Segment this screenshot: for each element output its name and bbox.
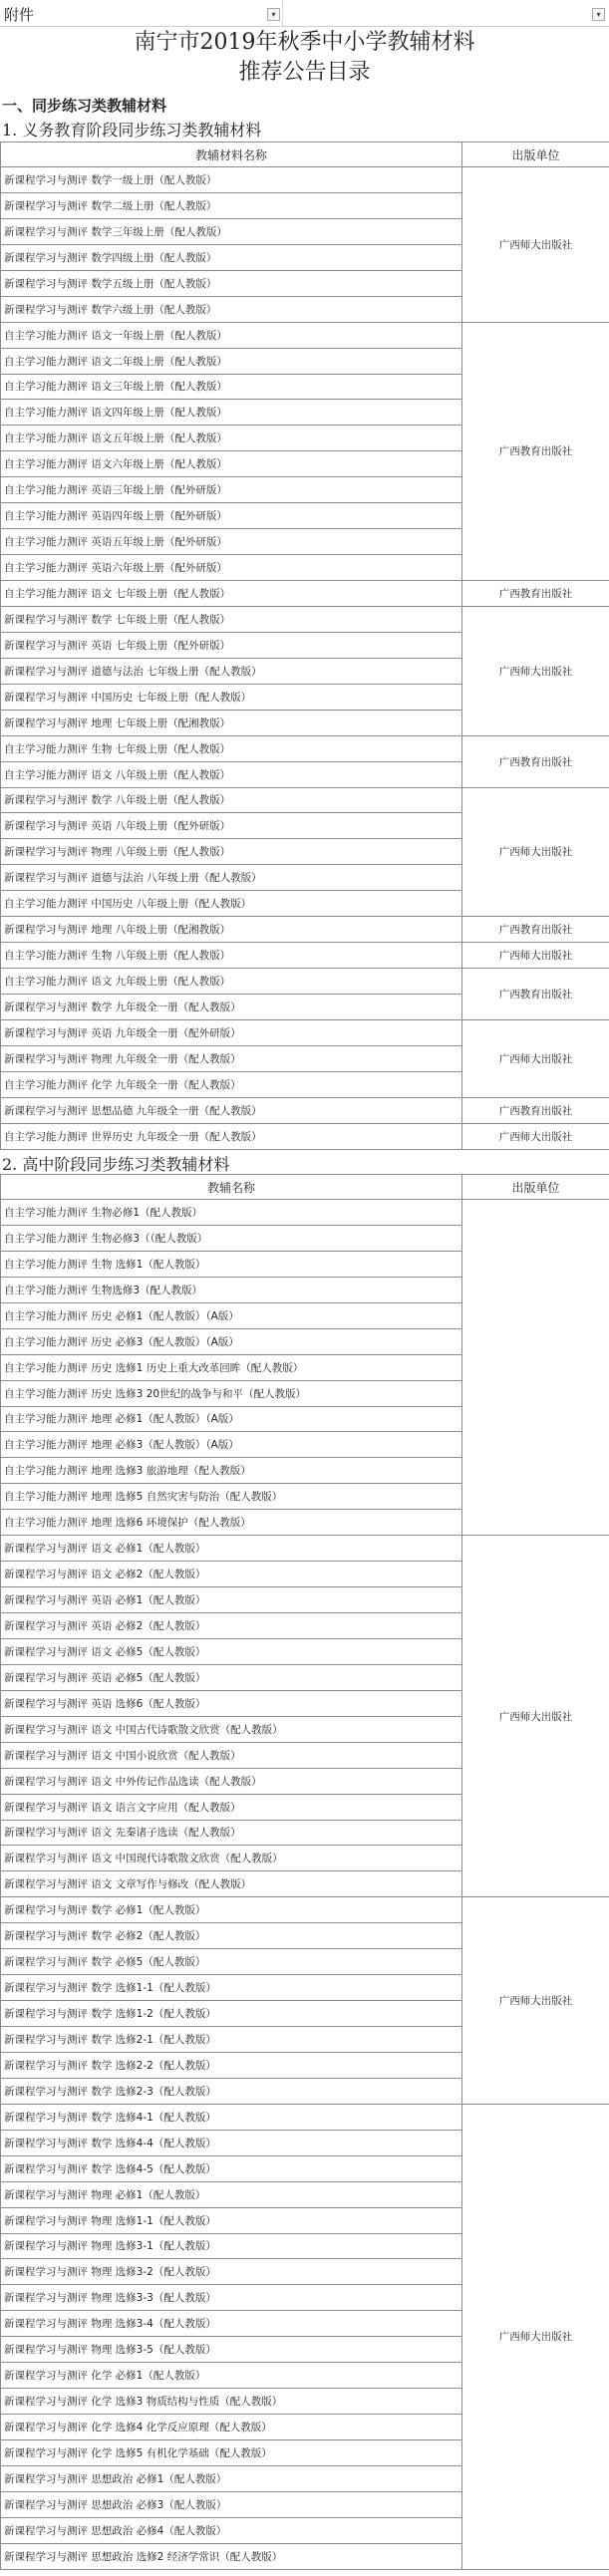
book-title-cell: 自主学习能力测评 语文六年级上册（配人教版）	[1, 451, 462, 477]
book-title-cell: 新课程学习与测评 思想政治 必修1（配人教版）	[1, 2465, 462, 2491]
publisher-cell: 广西师大出版社	[462, 1123, 609, 1149]
book-title-cell: 自主学习能力测评 生物 八年级上册（配人教版）	[1, 943, 462, 969]
book-title-cell: 自主学习能力测评 语文 七年级上册（配人教版）	[1, 581, 462, 607]
book-title-cell: 新课程学习与测评 数学二级上册（配人教版）	[1, 192, 462, 218]
filter-dropdown-icon[interactable]: ▾	[592, 8, 605, 21]
book-title-cell: 新课程学习与测评 思想政治 选修2 经济学常识（配人教版）	[1, 2543, 462, 2569]
book-title-cell: 新课程学习与测评 语文 必修1（配人教版）	[1, 1536, 462, 1562]
table-row	[1, 1019, 609, 1045]
book-title-cell: 自主学习能力测评 地理 选修6 环境保护（配人教版）	[1, 1510, 462, 1536]
book-title-cell: 自主学习能力测评 语文三年级上册（配人教版）	[1, 374, 462, 400]
book-title-cell: 新课程学习与测评 数学一级上册（配人教版）	[1, 167, 462, 193]
book-title-cell: 新课程学习与测评 物理 九年级全一册（配人教版）	[1, 1045, 462, 1071]
book-title-cell: 新课程学习与测评 物理 选修3-1（配人教版）	[1, 2233, 462, 2259]
book-title-cell: 新课程学习与测评 数学 必修5（配人教版）	[1, 1949, 462, 1975]
book-title-cell: 新课程学习与测评 数学 选修4-1（配人教版）	[1, 2104, 462, 2130]
book-title-cell: 新课程学习与测评 数学 九年级全一册（配人教版）	[1, 995, 462, 1020]
publisher-cell	[462, 1200, 609, 1536]
book-title-cell: 自主学习能力测评 历史 必修3（配人教版）（A版）	[1, 1328, 462, 1354]
book-title-cell: 新课程学习与测评 数学 七年级上册（配人教版）	[1, 606, 462, 632]
book-title-cell: 新课程学习与测评 数学 选修4-5（配人教版）	[1, 2155, 462, 2181]
book-title-cell: 自主学习能力测评 语文一年级上册（配人教版）	[1, 322, 462, 348]
book-title-cell: 自主学习能力测评 生物选修3（配人教版）	[1, 1277, 462, 1302]
book-title-cell: 新课程学习与测评 化学 选修5 有机化学基础（配人教版）	[1, 2440, 462, 2466]
publisher-cell: 广西师大出版社	[462, 2104, 609, 2569]
book-title-cell: 新课程学习与测评 道德与法治 八年级上册（配人教版）	[1, 865, 462, 891]
book-title-cell: 新课程学习与测评 语文 先秦诸子选读（配人教版）	[1, 1820, 462, 1846]
subsection-heading: 1. 义务教育阶段同步练习类教辅材料	[2, 121, 262, 140]
book-title-cell: 新课程学习与测评 数学 选修1-2（配人教版）	[1, 2001, 462, 2027]
table-row	[1, 1200, 609, 1226]
table-row	[1, 606, 609, 632]
book-title-cell: 新课程学习与测评 地理 八年级上册（配湘教版）	[1, 917, 462, 943]
book-title-cell: 新课程学习与测评 数学 必修2（配人教版）	[1, 1923, 462, 1949]
book-title-cell: 新课程学习与测评 数学 八年级上册（配人教版）	[1, 787, 462, 813]
subsection-heading: 2. 高中阶段同步练习类教辅材料	[2, 1155, 230, 1174]
book-title-cell: 新课程学习与测评 物理 选修3-5（配人教版）	[1, 2337, 462, 2363]
book-title-cell: 新课程学习与测评 物理 八年级上册（配人教版）	[1, 839, 462, 865]
section-heading: 一、同步练习类教辅材料	[2, 97, 167, 115]
book-title-cell: 自主学习能力测评 地理 必修1（配人教版）（A版）	[1, 1406, 462, 1432]
book-title-cell: 自主学习能力测评 语文五年级上册（配人教版）	[1, 426, 462, 451]
table-row	[1, 322, 609, 348]
textbook-table-compulsory	[0, 142, 609, 1150]
book-title-cell: 新课程学习与测评 数学 选修2-1（配人教版）	[1, 2027, 462, 2053]
book-title-cell: 新课程学习与测评 语文 语言文字应用（配人教版）	[1, 1794, 462, 1820]
publisher-cell: 广西教育出版社	[462, 917, 609, 943]
book-title-cell: 新课程学习与测评 数学 必修1（配人教版）	[1, 1897, 462, 1923]
book-title-cell: 自主学习能力测评 历史 选修1 历史上重大改革回眸（配人教版）	[1, 1354, 462, 1380]
book-title-cell: 自主学习能力测评 英语四年级上册（配外研版）	[1, 503, 462, 529]
publisher-cell: 广西师大出版社	[462, 167, 609, 323]
publisher-cell: 广西教育出版社	[462, 969, 609, 1020]
column-header: 出版单位	[462, 143, 609, 167]
column-header: 出版单位	[462, 1175, 609, 1200]
book-title-cell: 新课程学习与测评 物理 选修3-2（配人教版）	[1, 2259, 462, 2285]
annex-label: 附件	[4, 6, 35, 24]
top-bar	[0, 0, 609, 27]
table-row	[1, 167, 609, 193]
book-title-cell: 新课程学习与测评 语文 必修5（配人教版）	[1, 1638, 462, 1664]
book-title-cell: 新课程学习与测评 语文 文章写作与修改（配人教版）	[1, 1871, 462, 1897]
table-row	[1, 1097, 609, 1123]
publisher-cell: 广西师大出版社	[462, 606, 609, 735]
book-title-cell: 新课程学习与测评 英语 必修5（配人教版）	[1, 1664, 462, 1690]
book-title-cell: 新课程学习与测评 英语 必修1（配人教版）	[1, 1587, 462, 1613]
book-title-cell: 新课程学习与测评 英语 必修2（配人教版）	[1, 1613, 462, 1639]
page-title: 南宁市2019年秋季中小学教辅材料 推荐公告目录	[134, 30, 475, 85]
book-title-cell: 新课程学习与测评 数学三年级上册（配人教版）	[1, 218, 462, 244]
book-title-cell: 新课程学习与测评 化学 必修1（配人教版）	[1, 2363, 462, 2389]
column-header: 教辅名称	[1, 1175, 462, 1200]
table-row	[1, 2104, 609, 2130]
book-title-cell: 新课程学习与测评 数学 选修2-3（配人教版）	[1, 2078, 462, 2104]
book-title-cell: 新课程学习与测评 数学六级上册（配人教版）	[1, 296, 462, 322]
book-title-cell: 新课程学习与测评 道德与法治 七年级上册（配人教版）	[1, 658, 462, 684]
book-title-cell: 新课程学习与测评 化学 选修3 物质结构与性质（配人教版）	[1, 2389, 462, 2415]
book-title-cell: 新课程学习与测评 数学 选修1-1（配人教版）	[1, 1975, 462, 2001]
book-title-cell: 自主学习能力测评 历史 选修3 20世纪的战争与和平（配人教版）	[1, 1380, 462, 1406]
book-title-cell: 自主学习能力测评 地理 选修5 自然灾害与防治（配人教版）	[1, 1484, 462, 1510]
book-title-cell: 自主学习能力测评 化学 九年级全一册（配人教版）	[1, 1071, 462, 1097]
book-title-cell: 自主学习能力测评 生物 七年级上册（配人教版）	[1, 735, 462, 761]
book-title-cell: 新课程学习与测评 英语 七年级上册（配外研版）	[1, 632, 462, 658]
table-row	[1, 787, 609, 813]
book-title-cell: 自主学习能力测评 生物 选修1（配人教版）	[1, 1251, 462, 1277]
book-title-cell: 新课程学习与测评 数学四级上册（配人教版）	[1, 244, 462, 270]
table-row	[1, 943, 609, 969]
book-title-cell: 新课程学习与测评 思想政治 必修4（配人教版）	[1, 2517, 462, 2543]
book-title-cell: 自主学习能力测评 生物必修1（配人教版）	[1, 1200, 462, 1226]
book-title-cell: 新课程学习与测评 物理 必修1（配人教版）	[1, 2181, 462, 2207]
book-title-cell: 自主学习能力测评 地理 必修3（配人教版）（A版）	[1, 1432, 462, 1458]
book-title-cell: 新课程学习与测评 语文 中国古代诗歌散文欣赏（配人教版）	[1, 1716, 462, 1742]
publisher-cell: 广西师大出版社	[462, 943, 609, 969]
book-title-cell: 新课程学习与测评 物理 选修3-3（配人教版）	[1, 2285, 462, 2311]
book-title-cell: 新课程学习与测评 英语 九年级全一册（配外研版）	[1, 1019, 462, 1045]
textbook-table-highschool	[0, 1174, 609, 2570]
book-title-cell: 自主学习能力测评 中国历史 八年级上册（配人教版）	[1, 891, 462, 917]
book-title-cell: 新课程学习与测评 语文 必修2（配人教版）	[1, 1562, 462, 1587]
table-row	[1, 1897, 609, 1923]
publisher-cell: 广西教育出版社	[462, 581, 609, 607]
book-title-cell: 新课程学习与测评 语文 中国现代诗歌散文欣赏（配人教版）	[1, 1846, 462, 1871]
book-title-cell: 新课程学习与测评 数学 选修4-4（配人教版）	[1, 2130, 462, 2155]
book-title-cell: 自主学习能力测评 生物必修3（（配人教版）	[1, 1225, 462, 1251]
book-title-cell: 新课程学习与测评 数学五级上册（配人教版）	[1, 270, 462, 296]
book-title-cell: 自主学习能力测评 语文四年级上册（配人教版）	[1, 400, 462, 426]
book-title-cell: 自主学习能力测评 语文 八年级上册（配人教版）	[1, 761, 462, 787]
book-title-cell: 新课程学习与测评 思想品德 九年级全一册（配人教版）	[1, 1097, 462, 1123]
book-title-cell: 自主学习能力测评 地理 选修3 旅游地理（配人教版）	[1, 1458, 462, 1484]
table-row	[1, 969, 609, 995]
table-row	[1, 1536, 609, 1562]
publisher-cell: 广西师大出版社	[462, 1536, 609, 1897]
publisher-cell: 广西师大出版社	[462, 1897, 609, 2105]
book-title-cell: 新课程学习与测评 中国历史 七年级上册（配人教版）	[1, 684, 462, 710]
publisher-cell: 广西师大出版社	[462, 1019, 609, 1097]
book-title-cell: 新课程学习与测评 英语 选修6（配人教版）	[1, 1690, 462, 1716]
book-title-cell: 自主学习能力测评 英语三年级上册（配外研版）	[1, 477, 462, 503]
table-row	[1, 581, 609, 607]
book-title-cell: 自主学习能力测评 语文二年级上册（配人教版）	[1, 348, 462, 374]
publisher-cell: 广西教育出版社	[462, 1097, 609, 1123]
filter-dropdown-icon[interactable]: ▾	[267, 8, 280, 21]
book-title-cell: 新课程学习与测评 语文 中国小说欣赏（配人教版）	[1, 1742, 462, 1768]
book-title-cell: 自主学习能力测评 英语五年级上册（配外研版）	[1, 529, 462, 555]
book-title-cell: 自主学习能力测评 英语六年级上册（配外研版）	[1, 555, 462, 581]
table-row	[1, 917, 609, 943]
table-row	[1, 735, 609, 761]
book-title-cell: 新课程学习与测评 思想政治 必修3（配人教版）	[1, 2491, 462, 2517]
publisher-cell: 广西教育出版社	[462, 735, 609, 787]
table-row	[1, 1123, 609, 1149]
book-title-cell: 新课程学习与测评 数学 选修2-2（配人教版）	[1, 2052, 462, 2078]
book-title-cell: 新课程学习与测评 地理 七年级上册（配湘教版）	[1, 710, 462, 735]
column-header: 教辅材料名称	[1, 143, 462, 167]
publisher-cell: 广西教育出版社	[462, 322, 609, 580]
book-title-cell: 自主学习能力测评 语文 九年级上册（配人教版）	[1, 969, 462, 995]
publisher-cell: 广西师大出版社	[462, 787, 609, 917]
book-title-cell: 自主学习能力测评 世界历史 九年级全一册（配人教版）	[1, 1123, 462, 1149]
book-title-cell: 新课程学习与测评 物理 选修3-4（配人教版）	[1, 2311, 462, 2337]
book-title-cell: 新课程学习与测评 物理 选修1-1（配人教版）	[1, 2207, 462, 2233]
book-title-cell: 自主学习能力测评 历史 必修1（配人教版）（A版）	[1, 1302, 462, 1328]
book-title-cell: 新课程学习与测评 英语 八年级上册（配外研版）	[1, 813, 462, 839]
book-title-cell: 新课程学习与测评 语文 中外传记作品选读（配人教版）	[1, 1768, 462, 1794]
book-title-cell: 新课程学习与测评 化学 选修4 化学反应原理（配人教版）	[1, 2415, 462, 2440]
